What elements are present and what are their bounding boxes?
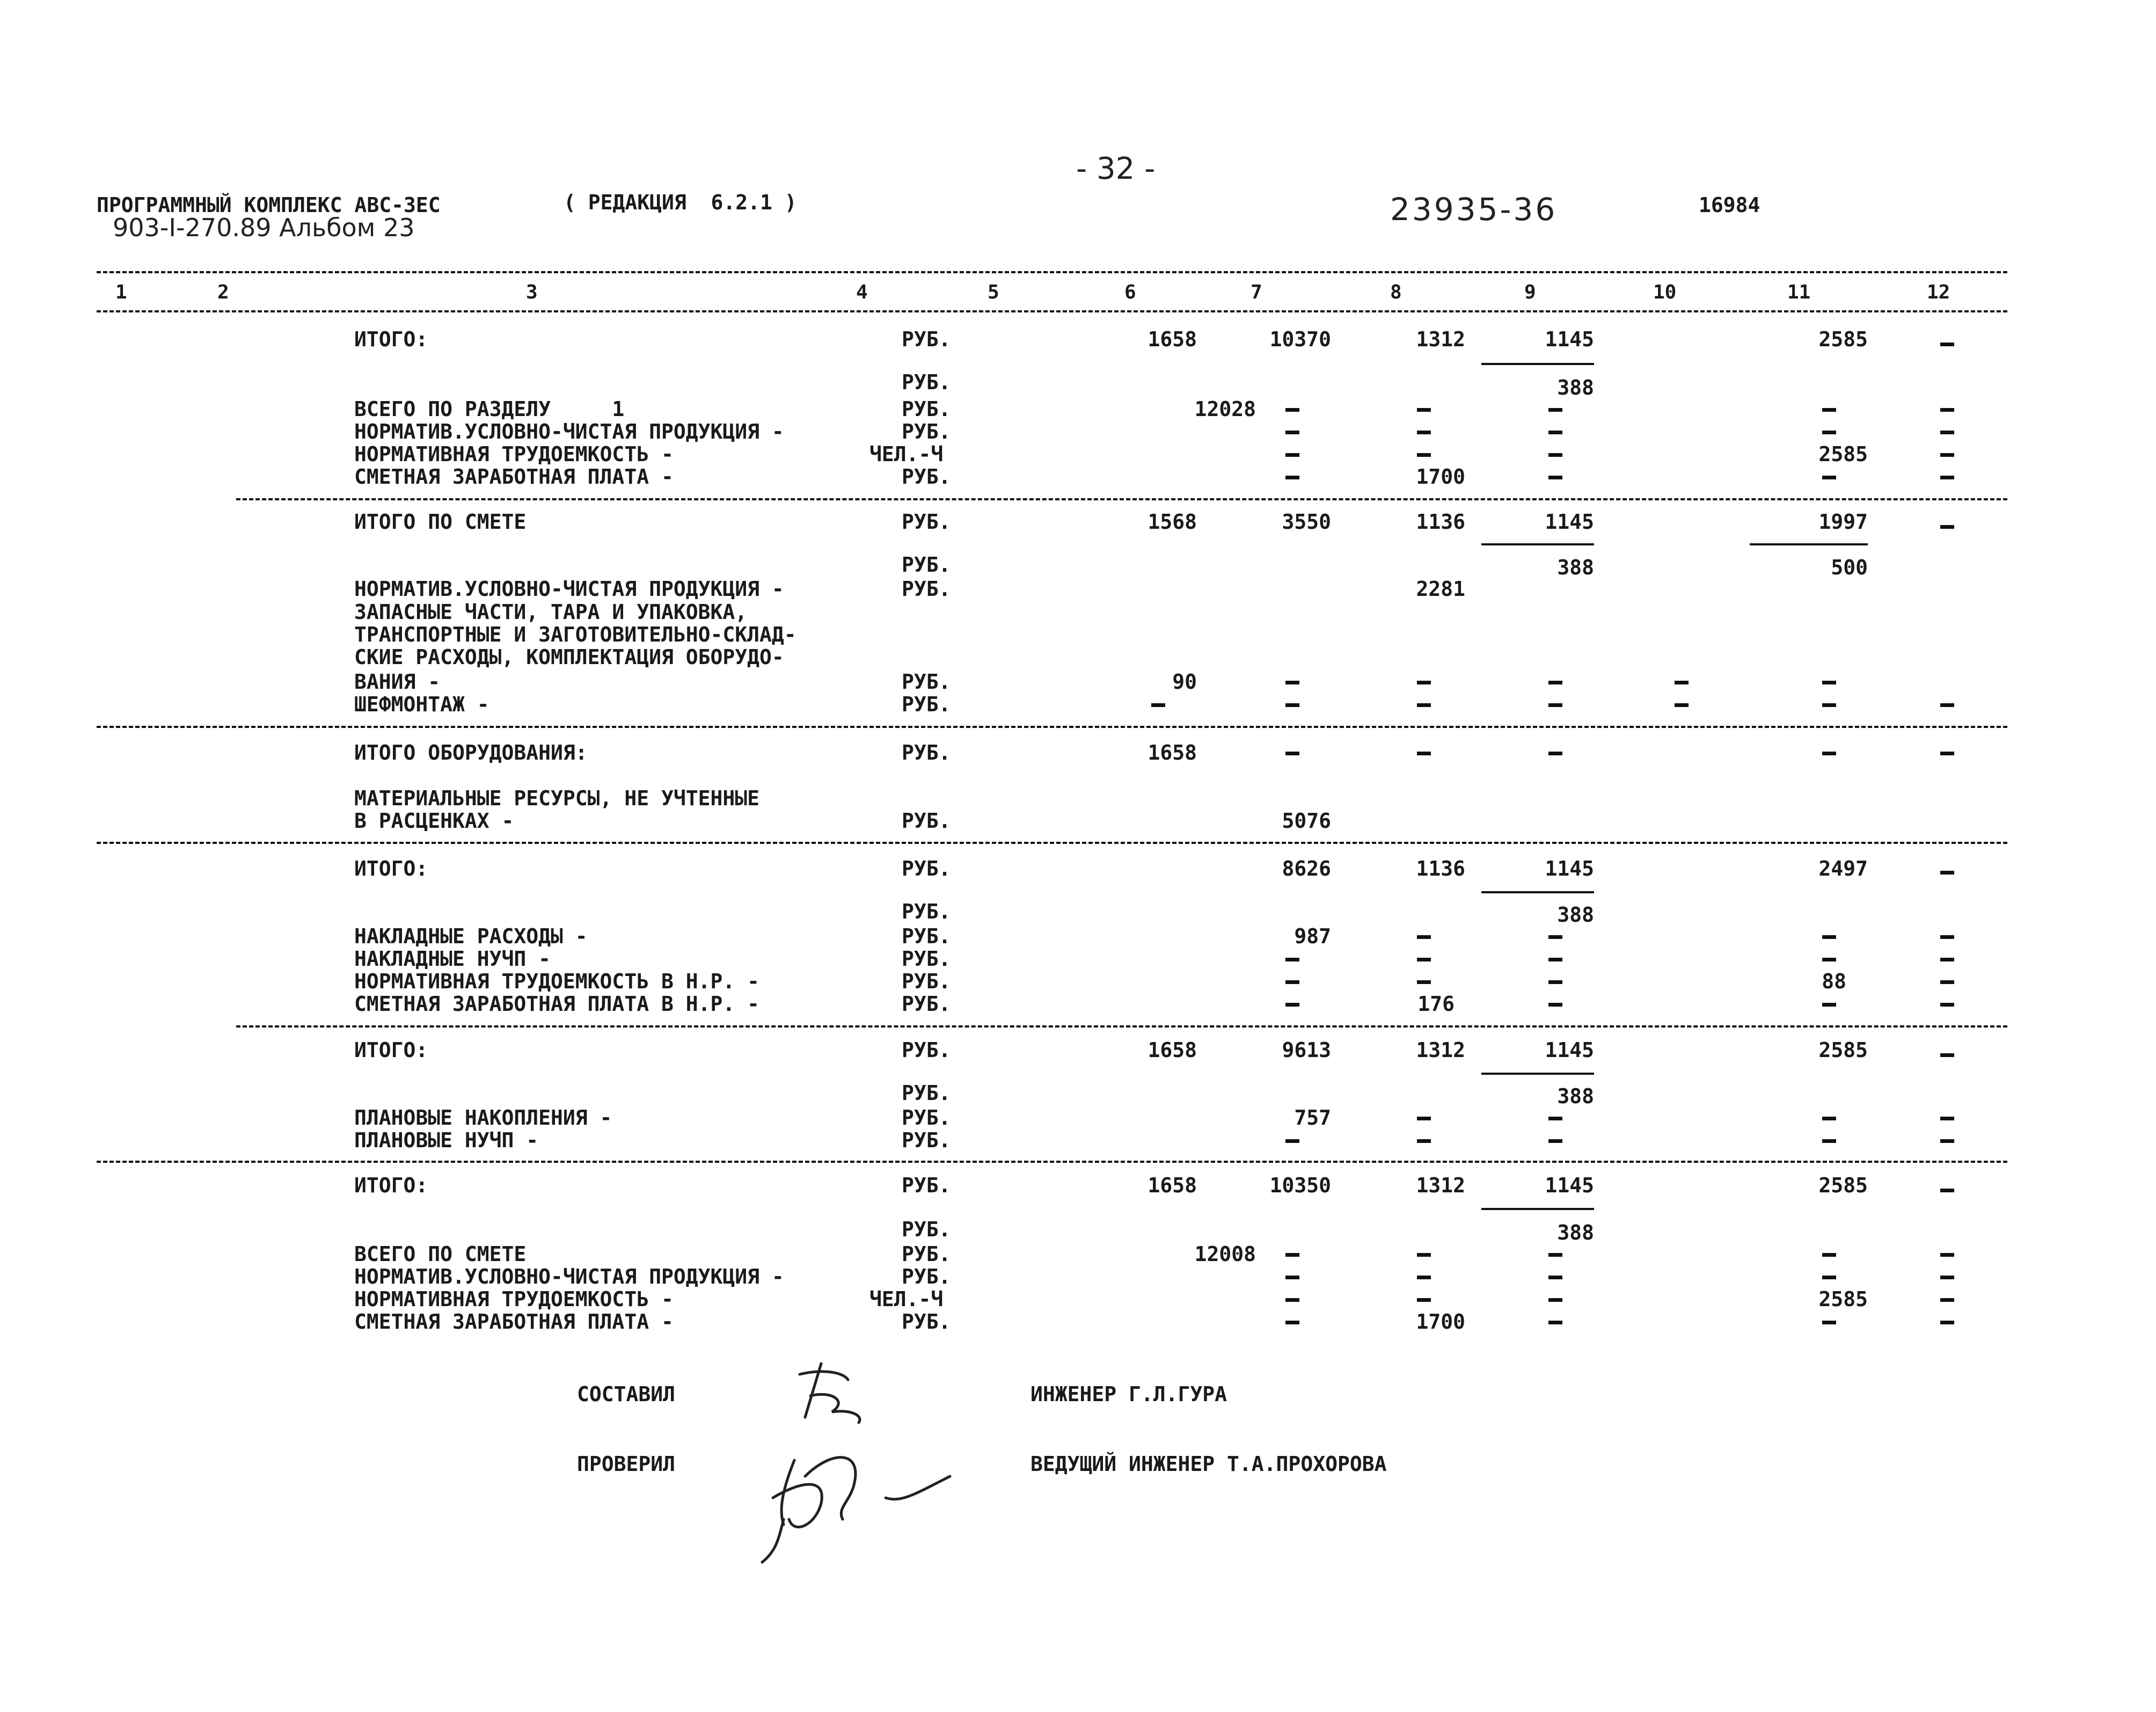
row-unit: РУБ. bbox=[902, 809, 951, 833]
row-unit: ЧЕЛ.-Ч bbox=[869, 1287, 944, 1311]
dash-mark bbox=[1822, 408, 1836, 412]
dash-mark bbox=[1940, 1321, 1954, 1324]
cell-value: 3550 bbox=[1282, 510, 1331, 534]
dash-mark bbox=[1285, 703, 1299, 707]
dash-mark bbox=[1822, 1139, 1836, 1143]
column-number: 5 bbox=[988, 281, 999, 303]
section-rule bbox=[97, 842, 2007, 844]
row-unit: РУБ. bbox=[902, 741, 951, 764]
row-unit: РУБ. bbox=[902, 1310, 951, 1334]
dash-mark bbox=[1940, 1003, 1954, 1007]
section-rule bbox=[97, 726, 2007, 728]
row-unit: РУБ. bbox=[902, 1128, 951, 1152]
dash-mark bbox=[1940, 1298, 1954, 1302]
dash-mark bbox=[1940, 453, 1954, 457]
row-unit: РУБ. bbox=[902, 397, 951, 421]
dash-mark bbox=[1548, 935, 1562, 939]
dash-mark bbox=[1940, 431, 1954, 434]
dash-mark bbox=[1822, 935, 1836, 939]
dash-mark bbox=[1548, 476, 1562, 479]
cell-value: 1700 bbox=[1416, 1310, 1465, 1334]
dash-mark bbox=[1548, 1298, 1562, 1302]
row-unit: РУБ. bbox=[902, 1218, 951, 1241]
document-number: 16984 bbox=[1699, 193, 1760, 217]
dash-mark bbox=[1548, 703, 1562, 707]
program-name: ПРОГРАММНЫЙ КОМПЛЕКС АВС-3ЕС bbox=[97, 193, 441, 217]
cell-value: 388 bbox=[1557, 1221, 1594, 1244]
dash-mark bbox=[1548, 1276, 1562, 1279]
row-unit: РУБ. bbox=[902, 693, 951, 716]
cell-value: 757 bbox=[1294, 1106, 1331, 1130]
row-unit: ЧЕЛ.-Ч bbox=[869, 442, 944, 466]
signature-stroke bbox=[886, 1476, 950, 1499]
row-label: ИТОГО: bbox=[354, 857, 428, 880]
row-label: НАКЛАДНЫЕ РАСХОДЫ - bbox=[354, 924, 588, 948]
dash-mark bbox=[1940, 408, 1954, 412]
row-label: ПЛАНОВЫЕ НАКОПЛЕНИЯ - bbox=[354, 1106, 612, 1130]
row-label: НОРМАТИВ.УСЛОВНО-ЧИСТАЯ ПРОДУКЦИЯ - bbox=[354, 577, 784, 601]
cell-value: 1997 bbox=[1818, 510, 1868, 534]
dash-mark bbox=[1822, 703, 1836, 707]
dash-mark bbox=[1548, 1253, 1562, 1257]
dash-mark bbox=[1940, 525, 1954, 529]
cell-value: 1700 bbox=[1416, 465, 1465, 489]
cell-value: 2585 bbox=[1818, 1287, 1868, 1311]
row-label: НАКЛАДНЫЕ НУЧП - bbox=[354, 947, 551, 971]
signature-stroke bbox=[773, 1484, 822, 1527]
dash-mark bbox=[1940, 476, 1954, 479]
dash-mark bbox=[1548, 1139, 1562, 1143]
dash-mark bbox=[1940, 1189, 1954, 1192]
row-label: ЗАПАСНЫЕ ЧАСТИ, ТАРА И УПАКОВКА, bbox=[354, 600, 748, 624]
cell-value: 1658 bbox=[1148, 741, 1197, 764]
cell-value: 5076 bbox=[1282, 809, 1331, 833]
dash-mark bbox=[1417, 980, 1431, 984]
cell-value: 1658 bbox=[1148, 1038, 1197, 1062]
column-number: 10 bbox=[1653, 281, 1677, 303]
cell-value: 388 bbox=[1557, 556, 1594, 579]
dash-mark bbox=[1940, 1276, 1954, 1279]
dash-mark bbox=[1417, 1276, 1431, 1279]
cell-value: 1145 bbox=[1545, 1174, 1594, 1197]
underline bbox=[1481, 363, 1594, 365]
dash-mark bbox=[1675, 703, 1689, 707]
column-number: 12 bbox=[1927, 281, 1950, 303]
row-label: В РАСЦЕНКАХ - bbox=[354, 809, 514, 833]
dash-mark bbox=[1548, 1003, 1562, 1007]
underline bbox=[1481, 1073, 1594, 1075]
row-label: НОРМАТИВ.УСЛОВНО-ЧИСТАЯ ПРОДУКЦИЯ - bbox=[354, 420, 784, 443]
cell-value: 1312 bbox=[1416, 327, 1465, 351]
dash-mark bbox=[1940, 935, 1954, 939]
cell-value: 1136 bbox=[1416, 857, 1465, 880]
cell-value: 1658 bbox=[1148, 1174, 1197, 1197]
row-label: СМЕТНАЯ ЗАРАБОТНАЯ ПЛАТА - bbox=[354, 1310, 674, 1334]
row-unit: РУБ. bbox=[902, 577, 951, 601]
cell-value: 1568 bbox=[1148, 510, 1197, 534]
cell-value: 987 bbox=[1294, 924, 1331, 948]
row-label: СМЕТНАЯ ЗАРАБОТНАЯ ПЛАТА - bbox=[354, 465, 674, 489]
edition: ( РЕДАКЦИЯ 6.2.1 ) bbox=[564, 191, 797, 214]
dash-mark bbox=[1548, 681, 1562, 684]
row-unit: РУБ. bbox=[902, 992, 951, 1016]
dash-mark bbox=[1822, 1003, 1836, 1007]
dash-mark bbox=[1285, 681, 1299, 684]
dash-mark bbox=[1822, 681, 1836, 684]
row-label: ВСЕГО ПО СМЕТЕ bbox=[354, 1242, 527, 1266]
header-rule-top bbox=[97, 271, 2007, 273]
dash-mark bbox=[1285, 1321, 1299, 1324]
dash-mark bbox=[1940, 343, 1954, 346]
cell-value: 2585 bbox=[1818, 442, 1868, 466]
row-label: ВАНИЯ - bbox=[354, 670, 441, 694]
row-unit: РУБ. bbox=[902, 900, 951, 923]
dash-mark bbox=[1822, 1276, 1836, 1279]
column-number: 2 bbox=[217, 281, 229, 303]
row-unit: РУБ. bbox=[902, 327, 951, 351]
row-label: ВСЕГО ПО РАЗДЕЛУ 1 bbox=[354, 397, 625, 421]
row-label: ТРАНСПОРТНЫЕ И ЗАГОТОВИТЕЛЬНО-СКЛАД- bbox=[354, 623, 796, 646]
cell-value: 388 bbox=[1557, 376, 1594, 399]
dash-mark bbox=[1285, 1298, 1299, 1302]
handwritten-signature-image bbox=[741, 1347, 966, 1573]
cell-value: 10350 bbox=[1269, 1174, 1331, 1197]
dash-mark bbox=[1548, 980, 1562, 984]
cell-value: 8626 bbox=[1282, 857, 1331, 880]
cell-value: 90 bbox=[1172, 670, 1197, 694]
column-number: 3 bbox=[526, 281, 538, 303]
underline bbox=[1481, 891, 1594, 893]
dash-mark bbox=[1940, 1117, 1954, 1120]
row-unit: РУБ. bbox=[902, 510, 951, 534]
column-number: 4 bbox=[856, 281, 868, 303]
dash-mark bbox=[1548, 431, 1562, 434]
dash-mark bbox=[1417, 681, 1431, 684]
handwritten-code: 23935-36 bbox=[1390, 191, 1558, 228]
cell-value: 10370 bbox=[1269, 327, 1331, 351]
row-unit: РУБ. bbox=[902, 370, 951, 394]
cell-value: 12028 bbox=[1194, 397, 1256, 421]
row-unit: РУБ. bbox=[902, 1174, 951, 1197]
dash-mark bbox=[1548, 408, 1562, 412]
row-unit: РУБ. bbox=[902, 1242, 951, 1266]
row-label: НОРМАТИВНАЯ ТРУДОЕМКОСТЬ - bbox=[354, 442, 674, 466]
column-number: 6 bbox=[1124, 281, 1136, 303]
cell-value: 1658 bbox=[1148, 327, 1197, 351]
section-rule bbox=[236, 1025, 2007, 1028]
row-unit: РУБ. bbox=[902, 947, 951, 971]
cell-value: 1145 bbox=[1545, 1038, 1594, 1062]
row-label: ИТОГО: bbox=[354, 327, 428, 351]
section-rule bbox=[236, 498, 2007, 500]
dash-mark bbox=[1285, 1003, 1299, 1007]
cell-value: 1145 bbox=[1545, 327, 1594, 351]
row-label: ИТОГО: bbox=[354, 1174, 428, 1197]
row-label: НОРМАТИВНАЯ ТРУДОЕМКОСТЬ В Н.Р. - bbox=[354, 970, 759, 993]
cell-value: 88 bbox=[1822, 970, 1846, 993]
dash-mark bbox=[1940, 1139, 1954, 1143]
column-number: 9 bbox=[1524, 281, 1536, 303]
dash-mark bbox=[1822, 958, 1836, 961]
signature-stroke bbox=[805, 1458, 856, 1519]
cell-value: 2585 bbox=[1818, 1174, 1868, 1197]
dash-mark bbox=[1417, 453, 1431, 457]
dash-mark bbox=[1822, 1117, 1836, 1120]
dash-mark bbox=[1940, 703, 1954, 707]
underline bbox=[1481, 543, 1594, 545]
signature-stroke bbox=[762, 1519, 784, 1562]
dash-mark bbox=[1675, 681, 1689, 684]
cell-value: 2497 bbox=[1818, 857, 1868, 880]
dash-mark bbox=[1940, 1253, 1954, 1257]
composed-by: ИНЖЕНЕР Г.Л.ГУРА bbox=[1031, 1382, 1227, 1406]
dash-mark bbox=[1285, 980, 1299, 984]
row-label: ИТОГО: bbox=[354, 1038, 428, 1062]
header-rule-bottom bbox=[97, 310, 2007, 312]
dash-mark bbox=[1285, 752, 1299, 755]
row-unit: РУБ. bbox=[902, 924, 951, 948]
page-number: - 32 - bbox=[1076, 151, 1156, 186]
dash-mark bbox=[1285, 1276, 1299, 1279]
row-label: МАТЕРИАЛЬНЫЕ РЕСУРСЫ, НЕ УЧТЕННЫЕ bbox=[354, 786, 759, 810]
dash-mark bbox=[1822, 431, 1836, 434]
section-rule bbox=[97, 1161, 2007, 1163]
checked-by: ВЕДУЩИЙ ИНЖЕНЕР Т.А.ПРОХОРОВА bbox=[1031, 1452, 1387, 1476]
cell-value: 2585 bbox=[1818, 1038, 1868, 1062]
row-label: ИТОГО ОБОРУДОВАНИЯ: bbox=[354, 741, 588, 764]
column-number: 1 bbox=[115, 281, 127, 303]
dash-mark bbox=[1822, 476, 1836, 479]
dash-mark bbox=[1151, 703, 1165, 707]
underline bbox=[1750, 543, 1868, 545]
cell-value: 1136 bbox=[1416, 510, 1465, 534]
cell-value: 1312 bbox=[1416, 1174, 1465, 1197]
row-unit: РУБ. bbox=[902, 1081, 951, 1105]
dash-mark bbox=[1417, 408, 1431, 412]
dash-mark bbox=[1548, 1321, 1562, 1324]
cell-value: 2585 bbox=[1818, 327, 1868, 351]
dash-mark bbox=[1285, 453, 1299, 457]
dash-mark bbox=[1417, 935, 1431, 939]
row-label: НОРМАТИВНАЯ ТРУДОЕМКОСТЬ - bbox=[354, 1287, 674, 1311]
dash-mark bbox=[1417, 958, 1431, 961]
dash-mark bbox=[1417, 1298, 1431, 1302]
row-unit: РУБ. bbox=[902, 970, 951, 993]
dash-mark bbox=[1285, 431, 1299, 434]
dash-mark bbox=[1417, 1117, 1431, 1120]
row-unit: РУБ. bbox=[902, 1265, 951, 1288]
row-unit: РУБ. bbox=[902, 553, 951, 577]
row-label: СМЕТНАЯ ЗАРАБОТНАЯ ПЛАТА В Н.Р. - bbox=[354, 992, 759, 1016]
column-number: 7 bbox=[1251, 281, 1262, 303]
dash-mark bbox=[1548, 752, 1562, 755]
row-unit: РУБ. bbox=[902, 1038, 951, 1062]
dash-mark bbox=[1822, 1321, 1836, 1324]
cell-value: 1145 bbox=[1545, 857, 1594, 880]
dash-mark bbox=[1822, 752, 1836, 755]
dash-mark bbox=[1548, 1117, 1562, 1120]
dash-mark bbox=[1285, 1253, 1299, 1257]
cell-value: 1312 bbox=[1416, 1038, 1465, 1062]
cell-value: 12008 bbox=[1194, 1242, 1256, 1266]
dash-mark bbox=[1940, 752, 1954, 755]
row-unit: РУБ. bbox=[902, 465, 951, 489]
row-label: ШЕФМОНТАЖ - bbox=[354, 693, 489, 716]
dash-mark bbox=[1285, 408, 1299, 412]
row-unit: РУБ. bbox=[902, 857, 951, 880]
row-unit: РУБ. bbox=[902, 420, 951, 443]
row-unit: РУБ. bbox=[902, 670, 951, 694]
cell-value: 2281 bbox=[1416, 577, 1465, 601]
dash-mark bbox=[1417, 703, 1431, 707]
row-unit: РУБ. bbox=[902, 1106, 951, 1130]
cell-value: 1145 bbox=[1545, 510, 1594, 534]
dash-mark bbox=[1940, 980, 1954, 984]
checked-label: ПРОВЕРИЛ bbox=[577, 1452, 676, 1476]
dash-mark bbox=[1417, 752, 1431, 755]
dash-mark bbox=[1417, 431, 1431, 434]
row-label: ИТОГО ПО СМЕТЕ bbox=[354, 510, 527, 534]
dash-mark bbox=[1940, 871, 1954, 875]
dash-mark bbox=[1940, 958, 1954, 961]
dash-mark bbox=[1417, 1253, 1431, 1257]
row-label: СКИЕ РАСХОДЫ, КОМПЛЕКТАЦИЯ ОБОРУДО- bbox=[354, 645, 784, 669]
dash-mark bbox=[1548, 453, 1562, 457]
underline bbox=[1481, 1208, 1594, 1210]
row-label: НОРМАТИВ.УСЛОВНО-ЧИСТАЯ ПРОДУКЦИЯ - bbox=[354, 1265, 784, 1288]
signature-stroke bbox=[810, 1394, 860, 1423]
dash-mark bbox=[1417, 1139, 1431, 1143]
project-code: 903-I-270.89 Альбом 23 bbox=[113, 213, 415, 242]
dash-mark bbox=[1548, 958, 1562, 961]
cell-value: 176 bbox=[1417, 992, 1455, 1016]
dash-mark bbox=[1940, 1053, 1954, 1057]
dash-mark bbox=[1285, 1139, 1299, 1143]
column-number: 11 bbox=[1787, 281, 1811, 303]
cell-value: 388 bbox=[1557, 903, 1594, 927]
signature-stroke bbox=[800, 1372, 848, 1380]
column-number: 8 bbox=[1390, 281, 1402, 303]
dash-mark bbox=[1285, 476, 1299, 479]
cell-value: 9613 bbox=[1282, 1038, 1331, 1062]
composed-label: СОСТАВИЛ bbox=[577, 1382, 676, 1406]
dash-mark bbox=[1822, 1253, 1836, 1257]
row-label: ПЛАНОВЫЕ НУЧП - bbox=[354, 1128, 539, 1152]
cell-value: 500 bbox=[1831, 556, 1868, 579]
dash-mark bbox=[1285, 958, 1299, 961]
cell-value: 388 bbox=[1557, 1084, 1594, 1108]
